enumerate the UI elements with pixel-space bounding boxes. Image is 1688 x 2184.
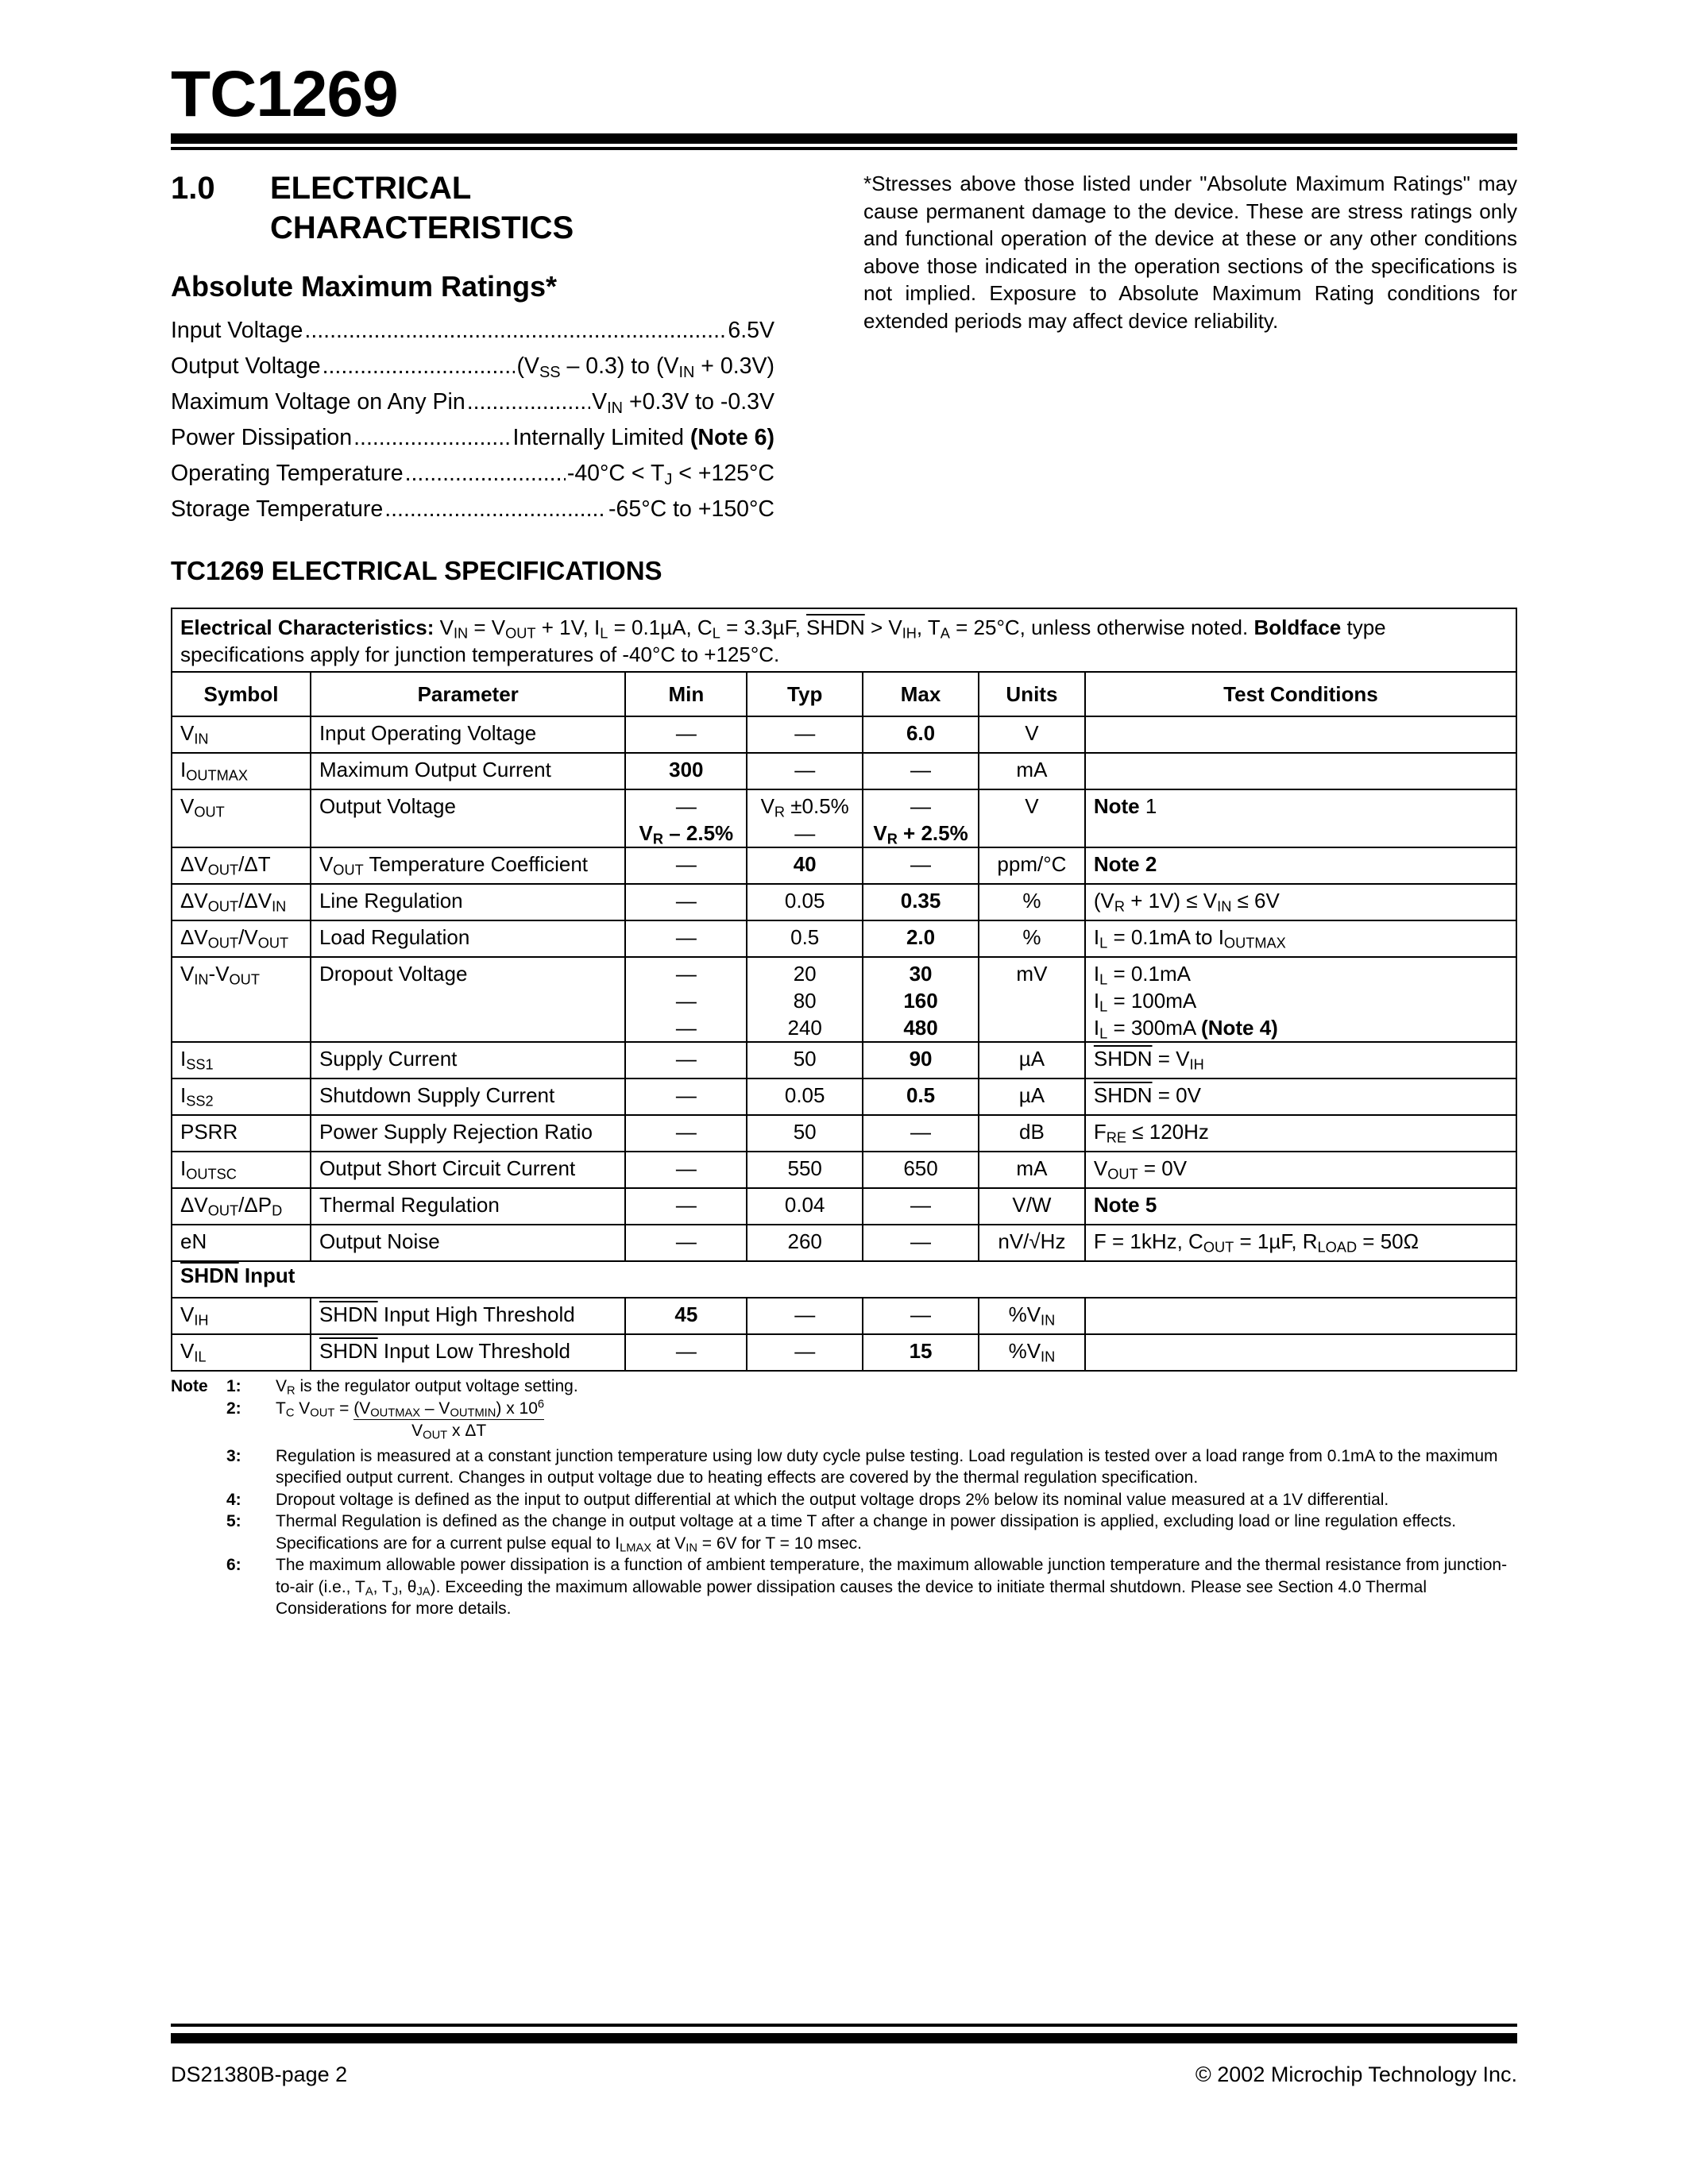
note-1: Note 1: $V_R$ is the regulator output voltage setting.	[171, 1377, 578, 1398]
cell-test: SHDN = 0V	[1085, 1078, 1516, 1115]
note-2: 2: $T_C$ $V_{OUT}$ = $\frac{(V_{OUTMAX} - V_{OUTMIN}) x 10^6}{V_{OUT} x \Delta T}$	[226, 1398, 545, 1442]
cell-typ: 40	[747, 847, 863, 884]
cell-typ: 260	[747, 1225, 863, 1261]
cell-symbol: $I_{OUTSC}$	[172, 1152, 311, 1188]
cell-typ: 0.04	[747, 1188, 863, 1225]
cell-min: —	[625, 920, 747, 957]
table-row	[172, 1188, 1516, 1225]
cell-units: V	[979, 716, 1085, 753]
cell-max: —	[863, 1225, 979, 1261]
note-2-fraction: $\frac{(V_{OUTMAX} - V_{OUTMIN}) x 10^6}{V_{OUT} x \Delta T}$	[353, 1398, 545, 1442]
cell-typ: —	[747, 1298, 863, 1334]
cell-typ: 50	[747, 1042, 863, 1078]
table-row	[172, 1298, 1516, 1334]
cell-units: dB	[979, 1115, 1085, 1152]
rating-power-dissipation	[171, 425, 774, 461]
cell-test: SHDN = $V_{IH}$	[1085, 1042, 1516, 1078]
cell-parameter: Output Short Circuit Current	[311, 1152, 625, 1188]
cell-symbol: $I_{SS2}$	[172, 1078, 311, 1115]
group-shdn-input: SHDN Input	[172, 1261, 1516, 1298]
cell-test	[1085, 1334, 1516, 1371]
cell-max: 2.0	[863, 920, 979, 957]
cell-symbol: $V_{IN}$	[172, 716, 311, 753]
rating-value: $V_{IN} +0.3V$ to -0.3V	[592, 389, 774, 417]
cell-test: Note 1	[1085, 789, 1516, 847]
rating-label: Operating Temperature	[171, 461, 404, 486]
conditions-cell: Electrical Characteristics: $V_{IN} = V_{OUT} + 1V$, $I_L = 0.1\mu A$, $C_L = 3.3\mu F$, SHDN > $V_{IH}$, $T_A = 25^\circ C$, unless otherwise noted. Boldface type specifications apply for junction temperatures of -40°C to +125°C.	[172, 608, 1516, 672]
cell-typ: $V_R \pm 0.5\%$ —	[747, 789, 863, 847]
cell-typ: 0.05	[747, 884, 863, 920]
col-test-conditions: Test Conditions	[1085, 672, 1516, 716]
cell-units: V	[979, 789, 1085, 847]
cell-min: —	[625, 1188, 747, 1225]
section-heading	[171, 168, 574, 248]
cell-parameter: Load Regulation	[311, 920, 625, 957]
cell-units: mA	[979, 1152, 1085, 1188]
cell-test: $I_L = 0.1mA$ $I_L = 100mA$ $I_L = 300mA$ (Note 4)	[1085, 957, 1516, 1042]
table-row	[172, 716, 1516, 753]
cell-symbol: $I_{SS1}$	[172, 1042, 311, 1078]
cell-max: — $V_R + 2.5\%$	[863, 789, 979, 847]
rating-label: Output Voltage	[171, 353, 321, 379]
cell-symbol: $V_{IL}$	[172, 1334, 311, 1371]
cell-parameter: SHDN Input High Threshold	[311, 1298, 625, 1334]
cell-test: $(V_R + 1V) \le V_{IN} \le 6V$	[1085, 884, 1516, 920]
col-max: Max	[863, 672, 979, 716]
cell-parameter: Power Supply Rejection Ratio	[311, 1115, 625, 1152]
cell-max: 6.0	[863, 716, 979, 753]
spec-title: TC1269 ELECTRICAL SPECIFICATIONS	[171, 556, 662, 585]
cell-max: —	[863, 1115, 979, 1152]
col-parameter: Parameter	[311, 672, 625, 716]
cell-test	[1085, 716, 1516, 753]
cell-typ: —	[747, 1334, 863, 1371]
cell-parameter: Shutdown Supply Current	[311, 1078, 625, 1115]
page-title: TC1269	[171, 58, 398, 130]
table-row	[172, 753, 1516, 789]
cell-test: $V_{OUT} = 0V$	[1085, 1152, 1516, 1188]
section-title-line2: CHARACTERISTICS	[270, 210, 574, 245]
cell-min: — — —	[625, 957, 747, 1042]
table-row	[172, 1078, 1516, 1115]
cell-min: —	[625, 884, 747, 920]
cell-test: $F_{RE} \le 120Hz$	[1085, 1115, 1516, 1152]
cell-units: ppm/°C	[979, 847, 1085, 884]
col-units: Units	[979, 672, 1085, 716]
rating-value: -65°C to +150°C	[608, 496, 774, 522]
notes	[171, 1376, 1517, 1620]
cell-units: mA	[979, 753, 1085, 789]
rating-operating-temperature	[171, 461, 774, 496]
cell-min: —	[625, 847, 747, 884]
cell-max: 650	[863, 1152, 979, 1188]
spec-table	[171, 608, 1517, 1372]
cell-min: —	[625, 1152, 747, 1188]
footer-rule-thick	[171, 2033, 1517, 2043]
rating-value: Internally Limited (Note 6)	[512, 425, 774, 450]
cell-typ: 550	[747, 1152, 863, 1188]
ratings-heading: Absolute Maximum Ratings*	[171, 270, 558, 303]
rating-value: $-40^\circ C < T_J < +125^\circ C$	[566, 461, 774, 488]
cell-typ: 50	[747, 1115, 863, 1152]
cell-parameter: Input Operating Voltage	[311, 716, 625, 753]
table-row	[172, 1115, 1516, 1152]
cell-symbol: $\Delta V_{OUT}/\Delta V_{IN}$	[172, 884, 311, 920]
table-group-row	[172, 1261, 1516, 1298]
rating-label: Power Dissipation	[171, 425, 353, 450]
cell-max: —	[863, 847, 979, 884]
table-row	[172, 1042, 1516, 1078]
cell-test: F = 1kHz, $C_{OUT} = 1\mu F$, $R_{LOAD} = 50\Omega$	[1085, 1225, 1516, 1261]
note-6: 6: The maximum allowable power dissipation is a function of ambient temperature, the maximum allowable junction temperature and the thermal resistance from junction-to-air (i.e., $T_A$, $T_J$, $\theta_{JA}$). Exceeding the maximum allowable power dissipation causes the device to initiate thermal shutdown. Please see Section 4.0 Thermal Considerations for more details.	[226, 1556, 1508, 1618]
cell-test: Note 5	[1085, 1188, 1516, 1225]
header-rule-thin	[171, 147, 1517, 150]
cell-symbol: $\Delta V_{OUT}/\Delta T$	[172, 847, 311, 884]
note-3: 3: Regulation is measured at a constant junction temperature using low duty cycle pulse testing. Load regulation is tested over a load range from 0.1mA to the maximum specified output current. Changes in output voltage due to heating effects are covered by the thermal regulation specification.	[226, 1446, 1498, 1487]
table-row	[172, 847, 1516, 884]
stress-note: *Stresses above those listed under "Absolute Maximum Ratings" may cause permanent damage to the device. These are stress ratings only and functional operation of the device at these or any other conditions above those indicated in the operation sections of the specifications is not implied. Exposure to Absolute Maximum Rating conditions for extended periods may affect device reliability.	[863, 172, 1517, 333]
section-number: 1.0	[171, 171, 215, 206]
cell-typ: —	[747, 753, 863, 789]
rating-output-voltage	[171, 353, 774, 389]
table-row	[172, 884, 1516, 920]
col-min: Min	[625, 672, 747, 716]
rating-label: Maximum Voltage on Any Pin	[171, 389, 465, 415]
cell-parameter: Line Regulation	[311, 884, 625, 920]
cell-max: 30 160 480	[863, 957, 979, 1042]
ratings-list	[171, 318, 774, 532]
cell-min: 300	[625, 753, 747, 789]
header-rule-thick	[171, 133, 1517, 144]
cell-parameter: Dropout Voltage	[311, 957, 625, 1042]
table-header-row	[172, 672, 1516, 716]
cell-max: 90	[863, 1042, 979, 1078]
cell-test	[1085, 753, 1516, 789]
table-row	[172, 1225, 1516, 1261]
rating-value: $(V_{SS} - 0.3)$ to $(V_{IN} + 0.3V)$	[516, 353, 774, 381]
page-number: DS21380B-page 2	[171, 2062, 348, 2086]
cell-max: —	[863, 1298, 979, 1334]
table-row	[172, 789, 1516, 847]
rating-storage-temperature	[171, 496, 774, 532]
cell-parameter: SHDN Input Low Threshold	[311, 1334, 625, 1371]
cell-max: 0.5	[863, 1078, 979, 1115]
cell-typ: 0.05	[747, 1078, 863, 1115]
cell-units: %	[979, 920, 1085, 957]
cell-symbol: $V_{IH}$	[172, 1298, 311, 1334]
cell-typ: 0.5	[747, 920, 863, 957]
cell-symbol: $I_{OUTMAX}$	[172, 753, 311, 789]
cell-parameter: $V_{OUT}$ Temperature Coefficient	[311, 847, 625, 884]
cell-symbol: $\Delta V_{OUT}/V_{OUT}$	[172, 920, 311, 957]
cell-units: %	[979, 884, 1085, 920]
cell-units: µA	[979, 1078, 1085, 1115]
table-row	[172, 957, 1516, 1042]
cell-parameter: Thermal Regulation	[311, 1188, 625, 1225]
cell-units: $\%V_{IN}$	[979, 1334, 1085, 1371]
cell-min: — $V_R - 2.5\%$	[625, 789, 747, 847]
table-row	[172, 920, 1516, 957]
rating-value: 6.5V	[728, 318, 774, 343]
cell-max: —	[863, 753, 979, 789]
cell-typ: 20 80 240	[747, 957, 863, 1042]
cell-min: —	[625, 716, 747, 753]
footer-rule-thin	[171, 2024, 1517, 2027]
section-title-line1: ELECTRICAL	[270, 171, 472, 206]
cell-max: 0.35	[863, 884, 979, 920]
table-row	[172, 1334, 1516, 1371]
rating-max-voltage	[171, 389, 774, 425]
cell-units: V/W	[979, 1188, 1085, 1225]
cell-test: $I_L = 0.1mA$ to $I_{OUTMAX}$	[1085, 920, 1516, 957]
cell-symbol: eN	[172, 1225, 311, 1261]
cell-test	[1085, 1298, 1516, 1334]
cell-min: —	[625, 1115, 747, 1152]
table-row	[172, 1152, 1516, 1188]
cell-typ: —	[747, 716, 863, 753]
rating-label: Storage Temperature	[171, 496, 384, 522]
cell-units: µA	[979, 1042, 1085, 1078]
notes-label: Note	[171, 1377, 208, 1395]
cell-max: 15	[863, 1334, 979, 1371]
note-4: 4: Dropout voltage is defined as the input to output differential at which the output voltage drops 2% below its nominal value measured at a 1V differential.	[226, 1490, 1389, 1509]
cell-min: 45	[625, 1298, 747, 1334]
cell-symbol: PSRR	[172, 1115, 311, 1152]
cell-symbol: $V_{IN}-V_{OUT}$	[172, 957, 311, 1042]
cell-test: Note 2	[1085, 847, 1516, 884]
col-symbol: Symbol	[172, 672, 311, 716]
cell-parameter: Output Voltage	[311, 789, 625, 847]
rating-label: Input Voltage	[171, 318, 303, 343]
cell-symbol: $V_{OUT}$	[172, 789, 311, 847]
cell-units: mV	[979, 957, 1085, 1042]
cell-units: $\%V_{IN}$	[979, 1298, 1085, 1334]
note-5: 5: Thermal Regulation is defined as the change in output voltage at a time T after a change in power dissipation is applied, excluding load or line regulation effects. Specifications are for a current pulse equal to $I_{LMAX}$ at $V_{IN} = 6V$ for T = 10 msec.	[226, 1512, 1457, 1555]
col-typ: Typ	[747, 672, 863, 716]
cell-symbol: $\Delta V_{OUT}/\Delta P_D$	[172, 1188, 311, 1225]
rating-input-voltage	[171, 318, 774, 353]
cell-min: —	[625, 1334, 747, 1371]
cell-units: nV/√Hz	[979, 1225, 1085, 1261]
cell-parameter: Maximum Output Current	[311, 753, 625, 789]
cell-min: —	[625, 1078, 747, 1115]
cell-parameter: Output Noise	[311, 1225, 625, 1261]
cell-max: —	[863, 1188, 979, 1225]
cell-min: —	[625, 1042, 747, 1078]
copyright: © 2002 Microchip Technology Inc.	[1195, 2062, 1517, 2086]
cell-min: —	[625, 1225, 747, 1261]
cell-parameter: Supply Current	[311, 1042, 625, 1078]
